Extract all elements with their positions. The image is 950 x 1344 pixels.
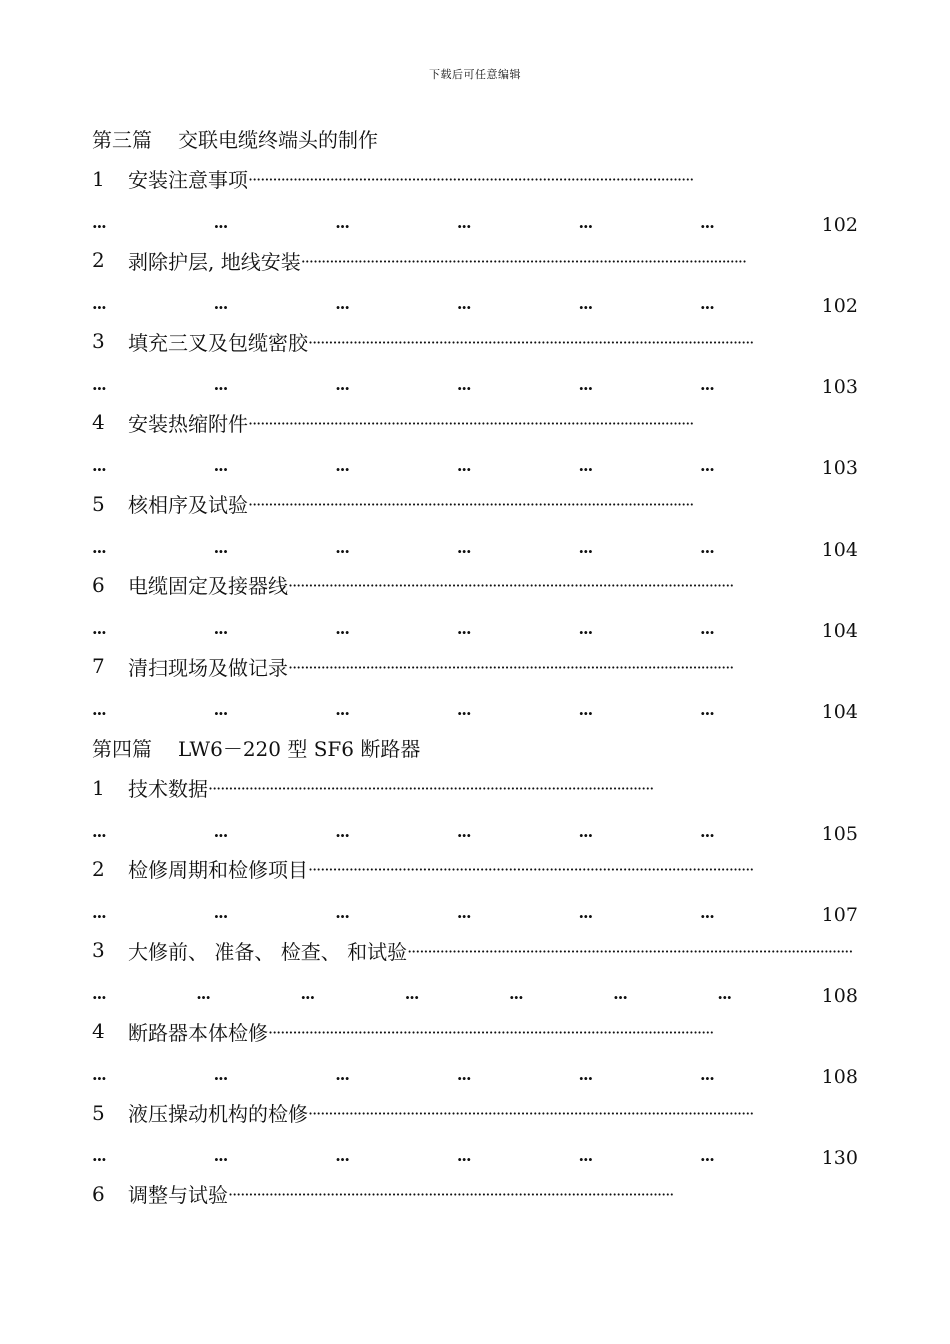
entry-page: 107	[821, 903, 858, 926]
entry-number: 4	[92, 1019, 105, 1044]
entry-page: 108	[821, 985, 858, 1008]
table-of-contents	[92, 118, 858, 1214]
toc-entry[interactable]	[92, 646, 858, 687]
toc-entry-continuation: ··· ··· ··· ··· ··· ··· 104	[92, 619, 858, 642]
toc-entry[interactable]	[92, 1092, 858, 1133]
entry-page: 104	[821, 700, 858, 723]
dot-leader: ·············································································································	[300, 251, 747, 271]
toc-entry[interactable]	[92, 768, 858, 809]
entry-number: 5	[92, 491, 105, 516]
dot-leader: ·············································································································	[288, 576, 734, 596]
section-prefix: 第四篇	[92, 736, 152, 761]
toc-entry[interactable]	[92, 321, 858, 362]
entry-title: 调整与试验	[128, 1183, 228, 1208]
entry-title: 剥除护层, 地线安装	[128, 249, 301, 274]
entry-number: 1	[92, 166, 105, 191]
toc-entry-continuation: ··· ··· ··· ··· ··· ··· 105	[92, 822, 858, 845]
toc-entry-continuation: ··· ··· ··· ··· ··· ··· 107	[92, 903, 858, 926]
entry-number: 2	[92, 248, 105, 273]
toc-entry[interactable]	[92, 1011, 858, 1052]
entry-title: 清扫现场及做记录	[128, 655, 288, 680]
entry-title: 技术数据	[128, 777, 208, 802]
toc-entry-continuation: ··· ··· ··· ··· ··· ··· 104	[92, 538, 858, 561]
entry-title: 液压操动机构的检修	[128, 1102, 308, 1127]
toc-entry[interactable]	[92, 402, 858, 443]
section-heading	[92, 727, 858, 768]
entry-page: 105	[821, 822, 858, 845]
entry-number: 4	[92, 410, 105, 435]
toc-entry-continuation: ··· ··· ··· ··· ··· ··· 130	[92, 1147, 858, 1170]
toc-entry-continuation: ··· ··· ··· ··· ··· ··· 108	[92, 1066, 858, 1089]
entry-number: 5	[92, 1100, 105, 1125]
entry-number: 6	[92, 572, 105, 597]
entry-title: 断路器本体检修	[128, 1020, 268, 1045]
toc-entry-continuation: ··· ··· ··· ··· ··· ··· 103	[92, 376, 858, 399]
entry-number: 3	[92, 329, 105, 354]
entry-title: 安装注意事项	[128, 168, 248, 193]
entry-number: 3	[92, 938, 105, 963]
toc-entry-continuation: ··· ··· ··· ··· ··· ··· 102	[92, 294, 858, 317]
toc-entry[interactable]	[92, 240, 858, 281]
toc-entry-continuation: ··· ··· ··· ··· ··· ··· ··· 108	[92, 985, 858, 1008]
dot-leader: ·············································································································	[208, 779, 654, 799]
dot-leader: ·············································································································	[308, 332, 754, 352]
toc-entry-continuation: ··· ··· ··· ··· ··· ··· 104	[92, 700, 858, 723]
entry-title: 大修前、 准备、 检查、 和试验	[128, 939, 408, 964]
entry-page: 108	[821, 1066, 858, 1089]
entry-title: 检修周期和检修项目	[128, 858, 308, 883]
toc-entry[interactable]	[92, 930, 858, 971]
toc-entry-continuation: ··· ··· ··· ··· ··· ··· 102	[92, 213, 858, 236]
section-heading	[92, 118, 858, 159]
section-prefix: 第三篇	[92, 127, 152, 152]
section-title: 交联电缆终端头的制作	[178, 127, 378, 152]
toc-entry[interactable]	[92, 159, 858, 200]
toc-entry[interactable]	[92, 1173, 858, 1214]
entry-page: 103	[821, 376, 858, 399]
toc-entry[interactable]	[92, 483, 858, 524]
section-title: LW6－220 型 SF6 断路器	[178, 736, 421, 761]
entry-page: 103	[821, 457, 858, 480]
dot-leader: ·············································································································	[248, 170, 694, 190]
entry-page: 102	[821, 213, 858, 236]
entry-number: 7	[92, 654, 105, 679]
toc-entry[interactable]	[92, 849, 858, 890]
entry-page: 102	[821, 294, 858, 317]
entry-title: 安装热缩附件	[128, 411, 248, 436]
entry-number: 2	[92, 856, 105, 881]
dot-leader: ·············································································································	[308, 860, 754, 880]
entry-page: 130	[821, 1147, 858, 1170]
toc-entry[interactable]	[92, 565, 858, 606]
page-header: 下载后可任意编辑	[429, 68, 521, 81]
toc-entry-continuation: ··· ··· ··· ··· ··· ··· 103	[92, 457, 858, 480]
dot-leader: ·············································································································	[407, 941, 853, 961]
entry-title: 填充三叉及包缆密胶	[128, 330, 308, 355]
entry-number: 6	[92, 1181, 105, 1206]
entry-title: 核相序及试验	[128, 493, 248, 518]
entry-number: 1	[92, 775, 105, 800]
dot-leader: ·············································································································	[248, 413, 694, 433]
entry-page: 104	[821, 619, 858, 642]
dot-leader: ·············································································································	[288, 657, 734, 677]
dot-leader: ·············································································································	[228, 1185, 674, 1205]
entry-title: 电缆固定及接器线	[128, 574, 288, 599]
dot-leader: ·············································································································	[268, 1022, 714, 1042]
dot-leader: ·············································································································	[308, 1104, 754, 1124]
entry-page: 104	[821, 538, 858, 561]
dot-leader: ·············································································································	[248, 495, 694, 515]
